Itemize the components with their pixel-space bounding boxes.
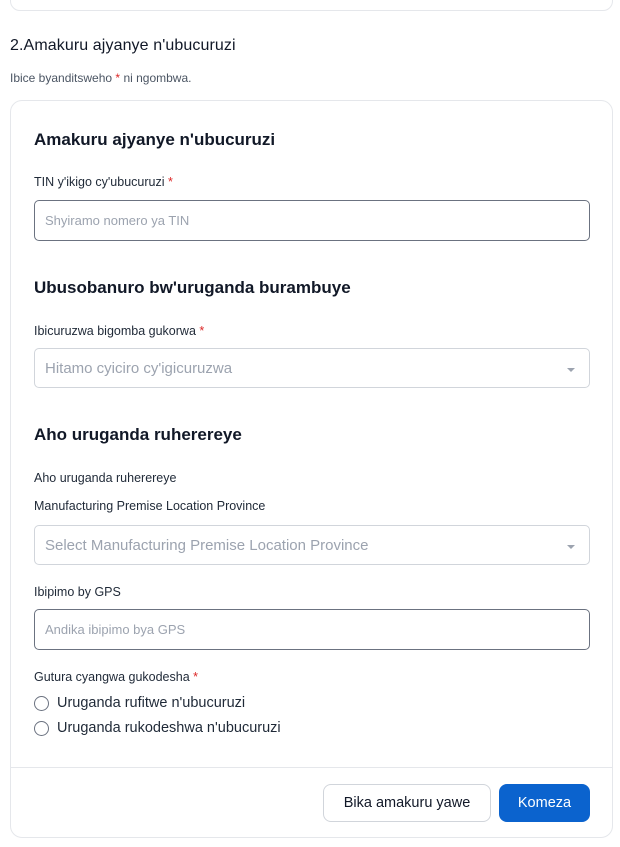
gps-input[interactable] xyxy=(34,609,590,650)
radio-rented-factory-label[interactable]: Uruganda rukodeshwa n'ubucuruzi xyxy=(57,720,281,736)
required-fields-note xyxy=(10,71,191,85)
products-label-text: Ibicuruzwa bigomba gukorwa xyxy=(34,324,196,338)
province-select[interactable] xyxy=(34,525,590,565)
radio-unchecked-icon[interactable] xyxy=(34,696,49,711)
gps-label: Ibipimo by GPS xyxy=(34,585,121,599)
section-title: 2.Amakuru ajyanye n'ubucuruzi xyxy=(10,37,236,54)
tin-required-marker: * xyxy=(168,175,173,189)
continue-button[interactable]: Komeza xyxy=(499,784,590,822)
product-category-select[interactable] xyxy=(34,348,590,388)
required-note-prefix: Ibice byanditsweho xyxy=(10,71,113,85)
factory-description-heading: Ubusobanuro bw'uruganda burambuye xyxy=(34,278,351,297)
ownership-required-marker: * xyxy=(193,670,199,684)
radio-owned-factory-label[interactable]: Uruganda rufitwe n'ubucuruzi xyxy=(57,695,246,711)
tin-input[interactable] xyxy=(34,200,590,241)
products-required-marker: * xyxy=(199,324,205,338)
tin-label xyxy=(34,175,173,189)
province-label: Manufacturing Premise Location Province xyxy=(34,499,266,513)
business-info-form xyxy=(10,100,613,838)
footer-divider xyxy=(11,767,612,768)
factory-location-heading: Aho uruganda ruherereye xyxy=(34,425,242,444)
required-note-suffix: ni ngombwa. xyxy=(123,71,192,85)
business-info-heading: Amakuru ajyanye n'ubucuruzi xyxy=(34,130,276,149)
ownership-label xyxy=(34,670,198,684)
ownership-label-text: Gutura cyangwa gukodesha xyxy=(34,670,190,684)
chevron-down-icon xyxy=(567,545,575,549)
product-category-select-value: Hitamo cyiciro cy'igicuruzwa xyxy=(45,360,233,377)
tin-label-text: TIN y'ikigo cy'ubucuruzi xyxy=(34,175,165,189)
required-marker: * xyxy=(115,71,121,85)
province-select-value: Select Manufacturing Premise Location Province xyxy=(45,537,369,554)
products-label xyxy=(34,324,204,338)
previous-section-card xyxy=(10,0,613,11)
factory-location-sublabel: Aho uruganda ruherereye xyxy=(34,471,177,485)
radio-unchecked-icon[interactable] xyxy=(34,721,49,736)
chevron-down-icon xyxy=(567,368,575,372)
save-draft-button[interactable]: Bika amakuru yawe xyxy=(323,784,491,822)
